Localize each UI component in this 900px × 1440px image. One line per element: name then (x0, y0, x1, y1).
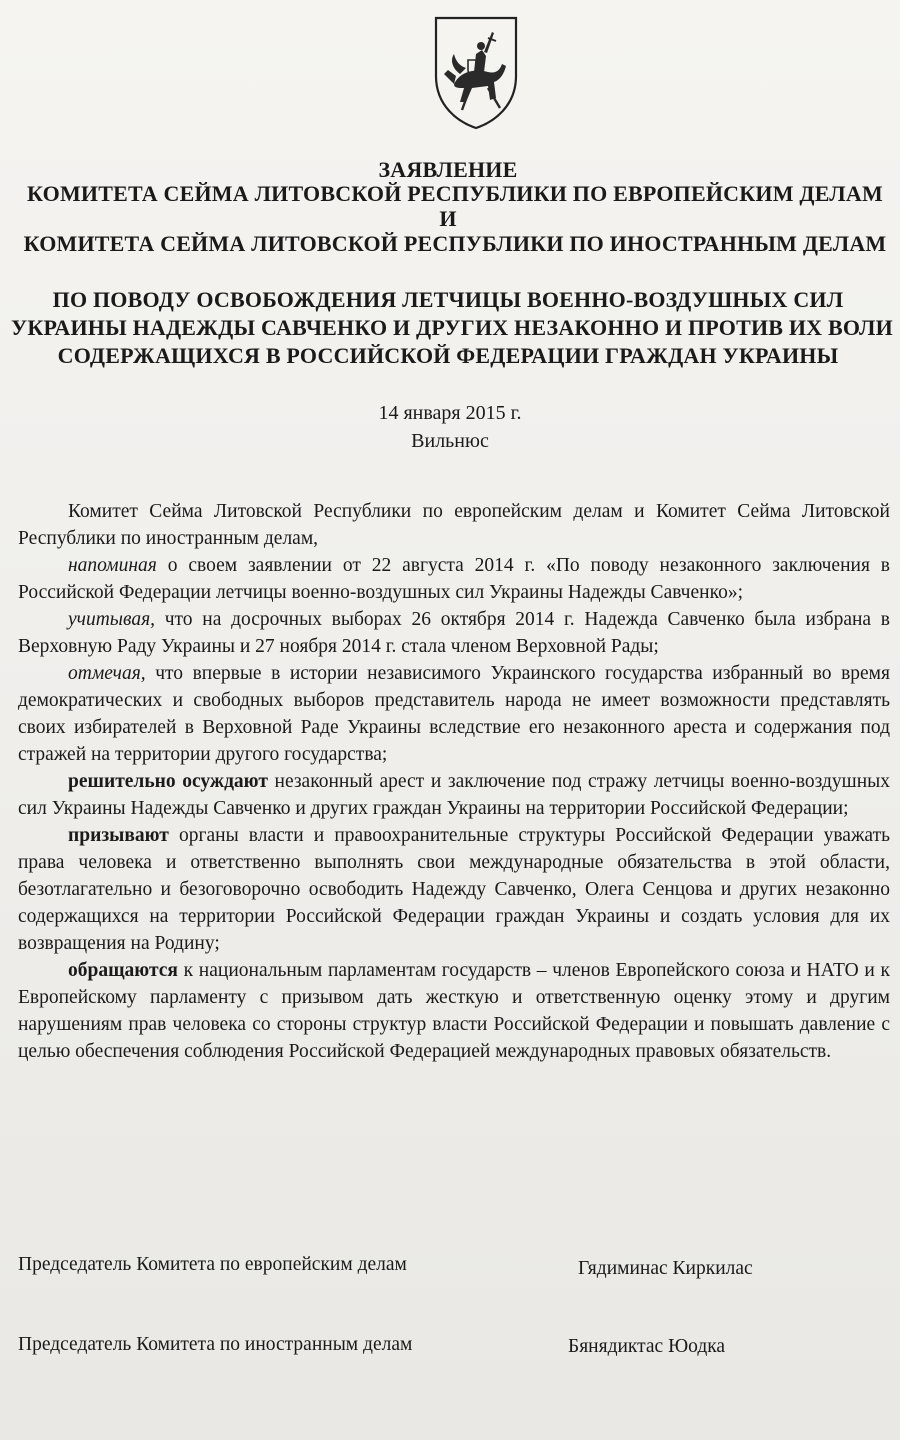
signature-role-european: Председатель Комитета по европейским делам (18, 1254, 407, 1275)
paragraph-lead: обращаются (68, 960, 178, 981)
paragraph-lead: решительно осуждают (68, 771, 268, 792)
heading-subject-1: ПО ПОВОДУ ОСВОБОЖДЕНИЯ ЛЕТЧИЦЫ ВОЕННО-ВОЗДУШНЫХ СИЛ (52, 287, 844, 312)
paragraph-text: Комитет Сейма Литовской Республики по европейским делам и Комитет Сейма Литовской Республики по иностранным делам, (18, 501, 890, 549)
signature-name-european: Гядиминас Киркилас (578, 1258, 753, 1279)
document-body (18, 498, 890, 1065)
paragraph-lead: напоминая (68, 555, 157, 576)
heading-title: ЗАЯВЛЕНИЕ (378, 157, 518, 182)
heading-subject-2: УКРАИНЫ НАДЕЖДЫ САВЧЕНКО И ДРУГИХ НЕЗАКОННО И ПРОТИВ ИХ ВОЛИ (11, 315, 893, 340)
paragraph-text: что впервые в истории независимого Украинского государства избранный во время демократических и свободных выборов представитель народа не имеет возможности представлять своих избирателей в Верховной Раде Украины вследствие его незаконного ареста и содержания под стражей на территории другого государства; (18, 663, 890, 765)
paragraph-text: незаконный арест и заключение под стражу летчицы военно-воздушных сил Украины Надежды Савченко и других граждан Украины на территории Российской Федерации; (18, 771, 890, 819)
paragraph-considering (18, 606, 890, 660)
heading-subject-3: СОДЕРЖАЩИХСЯ В РОССИЙСКОЙ ФЕДЕРАЦИИ ГРАЖДАН УКРАИНЫ (57, 343, 839, 368)
heading-line-1: КОМИТЕТА СЕЙМА ЛИТОВСКОЙ РЕСПУБЛИКИ ПО ЕВРОПЕЙСКИМ ДЕЛАМ (27, 181, 883, 206)
paragraph-text: о своем заявлении от 22 августа 2014 г. «По поводу незаконного заключения в Российской Федерации летчицы военно-воздушных сил Украины Надежды Савченко»; (18, 555, 890, 603)
document-date: 14 января 2015 г. (378, 402, 522, 424)
paragraph-intro (18, 498, 890, 552)
paragraph-noting (18, 660, 890, 768)
paragraph-appeal (18, 957, 890, 1065)
paragraph-lead: учитывая, (68, 609, 156, 630)
paragraph-call (18, 822, 890, 957)
signature-role-foreign: Председатель Комитета по иностранным делам (18, 1334, 413, 1355)
paragraph-text: органы власти и правоохранительные структуры Российской Федерации уважать права человека и ответственно выполнять свои международные обязательства в этой области, безотлагательно и безоговорочно освободить Надежду Савченко, Олега Сенцова и других незаконно содержащихся на территории Российской Федерации граждан Украины и создать условия для их возвращения на Родину; (18, 825, 890, 954)
paragraph-recalling (18, 552, 890, 606)
document-city: Вильнюс (411, 430, 489, 452)
paragraph-text: к национальным парламентам государств – членов Европейского союза и НАТО и к Европейскому парламенту с призывом дать жесткую и ответственную оценку этому и другим нарушениям прав человека со стороны структур власти Российской Федерации и повышать давление с целью обеспечения соблюдения Российской Федерацией международных правовых обязательств. (18, 960, 890, 1062)
paragraph-lead: отмечая, (68, 663, 146, 684)
heading-line-2: КОМИТЕТА СЕЙМА ЛИТОВСКОЙ РЕСПУБЛИКИ ПО ИНОСТРАННЫМ ДЕЛАМ (23, 231, 887, 256)
heading-conjunction: И (439, 206, 457, 231)
coat-of-arms-icon (430, 14, 522, 132)
signature-name-foreign: Бянядиктас Юодка (568, 1336, 726, 1357)
paragraph-condemn (18, 768, 890, 822)
paragraph-text: что на досрочных выборах 26 октября 2014 г. Надежда Савченко была избрана в Верховную Раду Украины и 27 ноября 2014 г. стала членом Верховной Рады; (18, 609, 890, 657)
paragraph-lead: призывают (68, 825, 169, 846)
